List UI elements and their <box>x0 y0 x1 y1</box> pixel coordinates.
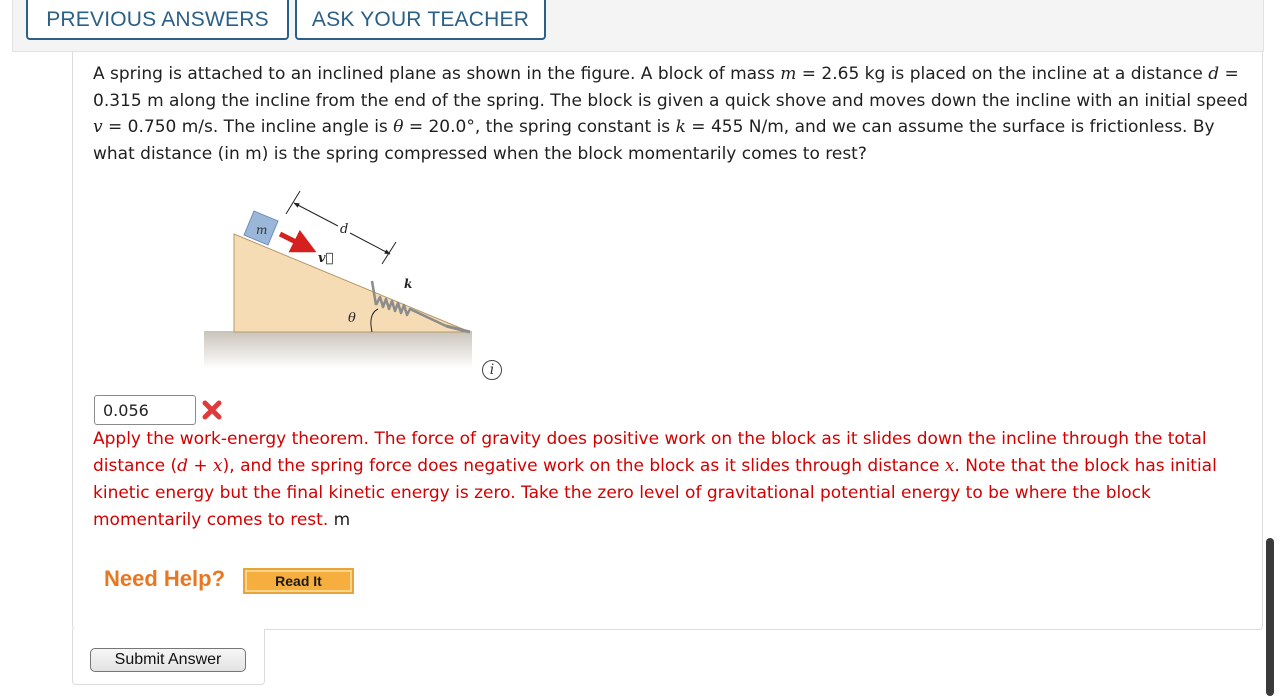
read-it-button[interactable]: Read It <box>243 568 354 594</box>
question-text: A spring is attached to an inclined plane as shown in the figure. A block of mass m = 2.65 kg is placed on the incline at a distance d = 0.315 m along the incline from the end of the spring. The block is given a quick shove and moves down the incline with an initial speed v = 0.750 m/s. The incline angle is θ = 20.0°, the spring constant is k = 455 N/m, and we can assume the surface is frictionless. By what distance (in m) is the spring compressed when the block momentarily comes to rest? <box>93 64 1248 164</box>
speed-symbol: v <box>93 117 103 137</box>
incorrect-x-icon <box>202 400 222 420</box>
need-help-label: Need Help? <box>104 566 226 591</box>
ask-teacher-button[interactable]: ASK YOUR TEACHER <box>295 0 546 40</box>
previous-answers-button[interactable]: PREVIOUS ANSWERS <box>26 0 289 40</box>
mass-symbol: m <box>780 64 797 84</box>
velocity-arrow <box>280 234 312 250</box>
block-mass-label: m <box>256 223 268 237</box>
distance-label: d <box>340 222 349 237</box>
info-icon[interactable]: i <box>482 360 502 380</box>
feedback-text: Apply the work-energy theorem. The force of gravity does positive work on the block as it slides down the incline through the total distance (d + x), and the spring force does negative work on the block as it slides through distance x. Note that the block has initial kinetic energy but the final kinetic energy is zero. Take the zero level of gravitational potential energy to be where the block momentarily comes to rest. m <box>93 429 1217 530</box>
incline-spring-figure <box>200 186 475 371</box>
answer-input[interactable] <box>94 395 196 425</box>
angle-label: θ <box>348 311 356 326</box>
spring-constant-label: k <box>404 277 413 291</box>
scrollbar[interactable] <box>1266 538 1274 696</box>
answer-unit: m <box>333 510 351 530</box>
angle-symbol: θ <box>393 117 404 137</box>
velocity-label: v⃗ <box>318 251 334 266</box>
ground <box>204 331 472 369</box>
spring-constant-symbol: k <box>675 117 686 137</box>
distance-symbol: d <box>1208 64 1220 84</box>
submit-answer-button[interactable]: Submit Answer <box>90 648 246 672</box>
